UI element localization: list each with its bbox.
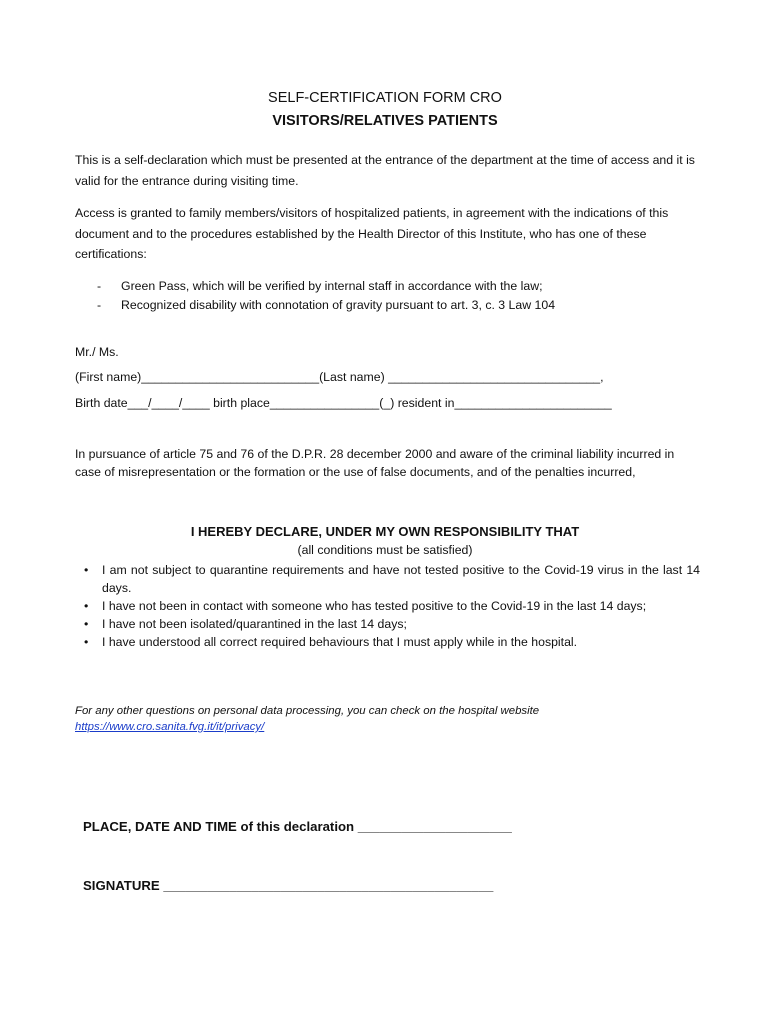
declare-subheading: (all conditions must be satisfied) — [297, 543, 473, 557]
form-title: SELF-CERTIFICATION FORM CRO — [268, 90, 502, 106]
intro-paragraph: This is a self-declaration which must be presented at the entrance of the department at the time of access and it is valid for the entrance during visiting time. — [75, 153, 695, 188]
dash-marker: - — [97, 279, 102, 293]
bullet-marker: • — [84, 635, 89, 649]
form-subtitle: VISITORS/RELATIVES PATIENTS — [272, 113, 498, 129]
access-paragraph: Access is granted to family members/visitors of hospitalized patients, in agreement with the indications of this document and to the procedures established by the Health Director of this Institute, who has one of these certifications: — [75, 206, 669, 261]
certification-text: Recognized disability with connotation of gravity pursuant to art. 3, c. 3 Law 104 — [121, 298, 556, 312]
condition-text: I have understood all correct required behaviours that I must apply while in the hospital. — [102, 635, 578, 649]
name-field-line: (First name)__________________________(Last name) _______________________________, — [75, 370, 604, 384]
conditions-list — [75, 561, 700, 651]
salutation: Mr./ Ms. — [75, 345, 119, 359]
birth-field-line: Birth date___/____/____ birth place________________(_) resident in_______________________ — [75, 396, 612, 410]
condition-text: I am not subject to quarantine requirements and have not tested positive to the Covid-19 virus in the last 14 days. — [102, 563, 700, 595]
list-item — [75, 615, 700, 633]
condition-text: I have not been in contact with someone who has tested positive to the Covid-19 in the last 14 days; — [102, 599, 647, 613]
list-item — [75, 296, 555, 315]
place-date-time-line: PLACE, DATE AND TIME of this declaration _____________________ — [83, 819, 512, 834]
list-item — [75, 277, 555, 296]
list-item — [75, 633, 700, 651]
list-item — [75, 561, 700, 597]
pursuance-paragraph: In pursuance of article 75 and 76 of the D.P.R. 28 december 2000 and aware of the criminal liability incurred in case of misrepresentation or the formation or the use of false documents, and of the penalties incurred, — [75, 447, 675, 479]
condition-text: I have not been isolated/quarantined in the last 14 days; — [102, 617, 407, 631]
bullet-marker: • — [84, 563, 89, 577]
bullet-marker: • — [84, 617, 89, 631]
privacy-link[interactable]: https://www.cro.sanita.fvg.it/it/privacy/ — [75, 721, 265, 733]
dash-marker: - — [97, 298, 102, 312]
certification-list — [75, 277, 555, 315]
bullet-marker: • — [84, 599, 89, 613]
signature-line: SIGNATURE _____________________________________________ — [83, 878, 494, 893]
privacy-note: For any other questions on personal data processing, you can check on the hospital website — [75, 705, 540, 717]
certification-text: Green Pass, which will be verified by internal staff in accordance with the law; — [121, 279, 543, 293]
declare-heading: I HEREBY DECLARE, UNDER MY OWN RESPONSIBILITY THAT — [190, 524, 580, 539]
list-item — [75, 597, 700, 615]
